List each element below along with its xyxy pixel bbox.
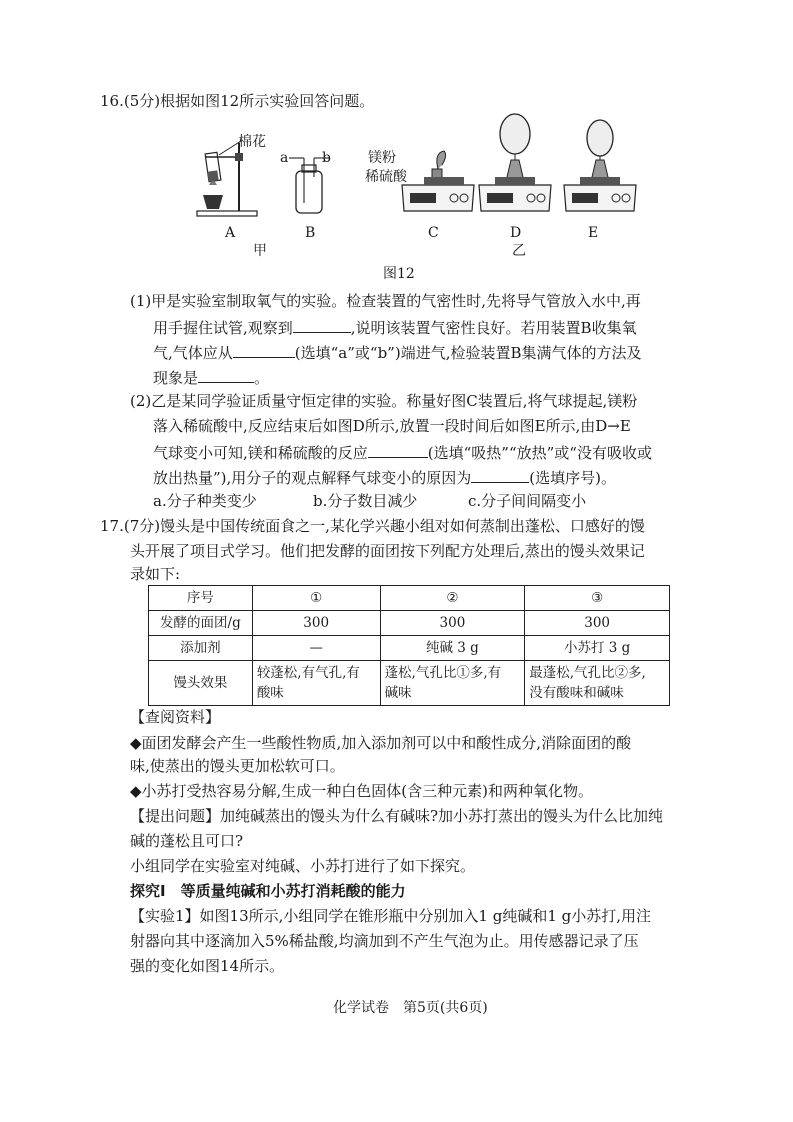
label-a: a	[280, 150, 289, 166]
reference-item-1-line1: ◆面团发酵会产生一些酸性物质,加入添加剂可以中和酸性成分,消除面团的酸	[130, 734, 632, 752]
table-row	[149, 661, 670, 706]
apparatus-label-d: D	[510, 225, 522, 241]
apparatus-label-c: C	[428, 225, 439, 241]
table-cell: 纯碱 3 g	[380, 636, 525, 661]
answer-blank-3[interactable]	[198, 364, 254, 383]
explore-intro: 小组同学在实验室对纯碱、小苏打进行了如下探究。	[130, 857, 476, 875]
group-label-jia: 甲	[253, 243, 267, 259]
table-cell: 300	[380, 611, 525, 636]
table-cell: 小苏打 3 g	[525, 636, 670, 661]
apparatus-label-a: A	[225, 225, 236, 241]
answer-blank-4[interactable]	[368, 439, 428, 458]
answer-blank-2[interactable]	[233, 339, 295, 358]
q16-part1-line3: 气,气体应从 (选填“a”或“b”)端进气,检验装置B集满气体的方法及	[153, 339, 642, 365]
table-cell: 馒头效果	[149, 661, 253, 706]
group-label-yi: 乙	[512, 243, 526, 259]
header-cell: ②	[380, 586, 525, 611]
q16-part1-line2: 用手握住试管,观察到 ,说明该装置气密性良好。若用装置B收集氧	[153, 314, 637, 340]
label-mg: 镁粉	[368, 150, 396, 166]
option-a: a.分子种类变少	[153, 492, 257, 510]
table-cell: —	[252, 636, 380, 661]
page-footer: 化学试卷 第5页(共6页)	[333, 1000, 488, 1016]
explore-1-title: 探究Ⅰ 等质量纯碱和小苏打消耗酸的能力	[130, 882, 406, 900]
experiment-1-line3: 强的变化如图14所示。	[130, 957, 285, 975]
question-line2: 碱的蓬松且可口?	[130, 832, 244, 850]
table-cell: 发酵的面团/g	[149, 611, 253, 636]
table-cell: 最蓬松,气孔比②多, 没有酸味和碱味	[525, 661, 670, 706]
q16-part2-line2: 落入稀硫酸中,反应结束后如图D所示,放置一段时间后如图E所示,由D→E	[153, 417, 631, 435]
experiment-1-line1: 【实验1】如图13所示,小组同学在锥形瓶中分别加入1 g纯碱和1 g小苏打,用注	[130, 907, 651, 925]
reference-item-1-line2: 味,使蒸出的馒头更加松软可口。	[130, 757, 345, 775]
q17-stem-line1: 17.(7分)馒头是中国传统面食之一,某化学兴趣小组对如何蒸制出蓬松、口感好的馒	[100, 517, 645, 535]
table-header-row	[149, 586, 670, 611]
q16-stem: 16.(5分)根据如图12所示实验回答问题。	[100, 92, 375, 110]
table-cell: 300	[525, 611, 670, 636]
label-b: b	[322, 150, 331, 166]
header-cell: ③	[525, 586, 670, 611]
table-row	[149, 636, 670, 661]
steamed-bun-results-table	[148, 585, 670, 706]
table-cell: 添加剂	[149, 636, 253, 661]
q16-part2-line4: 放出热量”),用分子的观点解释气球变小的原因为 (选填序号)。	[153, 464, 616, 490]
label-acid: 稀硫酸	[365, 169, 407, 185]
question-line1: 【提出问题】加纯碱蒸出的馒头为什么有碱味?加小苏打蒸出的馒头为什么比加纯	[130, 807, 664, 825]
table-row	[149, 611, 670, 636]
answer-blank-1[interactable]	[293, 314, 351, 333]
header-cell: ①	[252, 586, 380, 611]
experiment-1-line2: 射器向其中逐滴加入5%稀盐酸,均滴加到不产生气泡为止。用传感器记录了压	[130, 932, 639, 950]
apparatus-label-b: B	[305, 225, 316, 241]
apparatus-d-icon	[475, 112, 555, 215]
apparatus-c-icon	[398, 145, 478, 215]
reference-item-2: ◆小苏打受热容易分解,生成一种白色固体(含三种元素)和两种氧化物。	[130, 782, 594, 800]
header-cell: 序号	[149, 586, 253, 611]
option-b: b.分子数目减少	[313, 492, 418, 510]
apparatus-e-icon	[560, 118, 640, 215]
q16-part2-line1: (2)乙是某同学验证质量守恒定律的实验。称量好图C装置后,将气球提起,镁粉	[130, 392, 638, 410]
q17-stem-line3: 录如下:	[130, 565, 181, 583]
table-cell: 300	[252, 611, 380, 636]
table-cell: 蓬松,气孔比①多,有 碱味	[380, 661, 525, 706]
q16-part1-line4: 现象是 。	[153, 364, 269, 390]
option-c: c.分子间间隔变小	[468, 492, 587, 510]
q16-part1-line1: (1)甲是实验室制取氧气的实验。检查装置的气密性时,先将导气管放入水中,再	[130, 292, 641, 310]
apparatus-label-e: E	[588, 225, 599, 241]
q17-stem-line2: 头开展了项目式学习。他们把发酵的面团按下列配方处理后,蒸出的馒头效果记	[130, 542, 645, 560]
figure-caption: 图12	[383, 266, 415, 282]
q16-part2-line3: 气球变小可知,镁和稀硫酸的反应 (选填“吸热”“放热”或“没有吸收或	[153, 439, 652, 465]
reference-title: 【查阅资料】	[130, 708, 221, 726]
table-cell: 较蓬松,有气孔,有 酸味	[252, 661, 380, 706]
answer-blank-5[interactable]	[471, 464, 529, 483]
label-cotton: 棉花	[238, 134, 266, 150]
